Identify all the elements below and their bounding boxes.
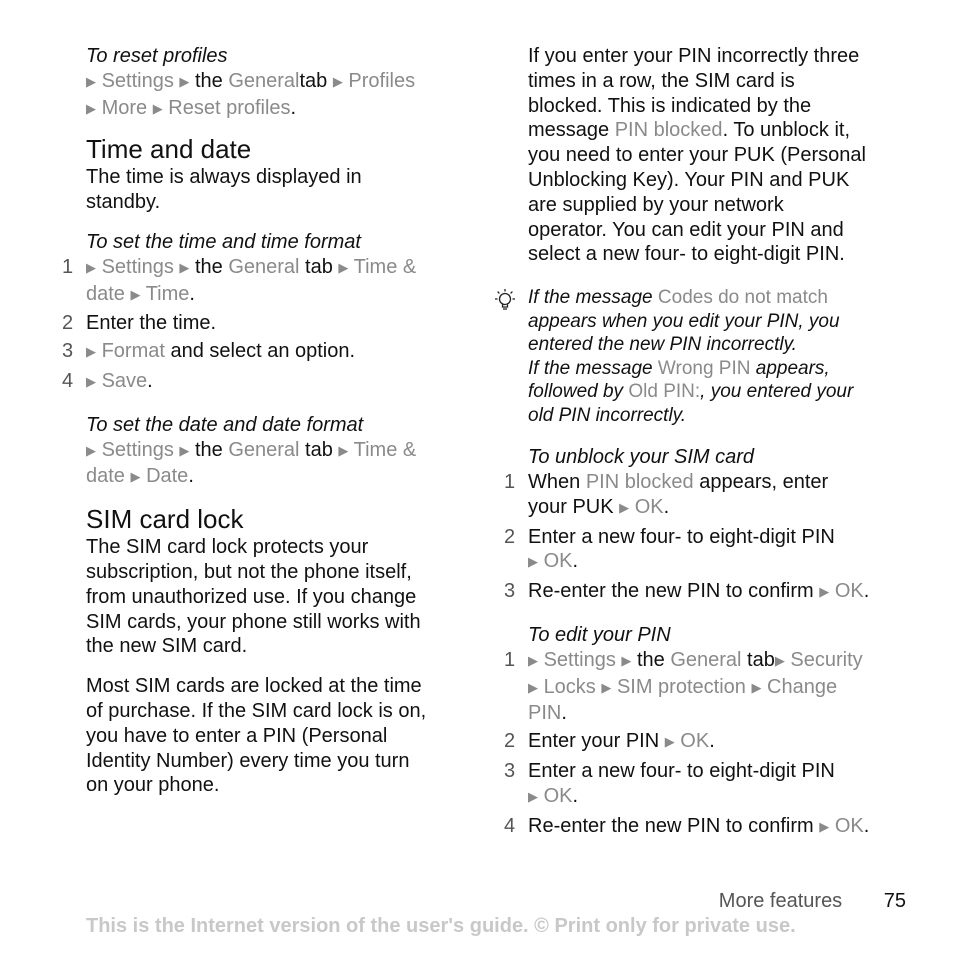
- sim-paragraph-2: Most SIM cards are locked at the time of purchase. If the SIM card lock is on, you have to enter a PIN (Personal Identity Number) every time you turn on your phone.: [86, 675, 427, 797]
- unblock-step-3: 3 Re-enter the new PIN to confirm ▶ OK.: [504, 580, 870, 603]
- arrow-icon: ▶: [179, 442, 190, 458]
- time-and-date-intro: The time is always displayed in standby.: [86, 166, 362, 214]
- arrow-icon: ▶: [619, 499, 630, 515]
- arrow-icon: ▶: [819, 818, 830, 834]
- edit-pin-step-4: 4 Re-enter the new PIN to confirm ▶ OK.: [504, 814, 870, 837]
- arrow-icon: ▶: [332, 73, 343, 89]
- arrow-icon: ▶: [86, 73, 96, 89]
- set-time-title: To set the time and time format: [86, 230, 361, 253]
- unblock-step-2: 2 Enter a new four- to eight-digit PIN ▶ OK.: [504, 525, 835, 573]
- left-column: [62, 44, 466, 798]
- arrow-icon: ▶: [528, 652, 538, 668]
- right-column: [504, 44, 910, 840]
- arrow-icon: ▶: [86, 373, 96, 389]
- set-date-steps: ▶ Settings ▶ the General tab ▶ Time & date ▶ Date.: [86, 438, 417, 488]
- arrow-icon: ▶: [86, 344, 96, 360]
- arrow-icon: ▶: [528, 679, 538, 695]
- arrow-icon: ▶: [152, 100, 163, 116]
- internet-version-note: This is the Internet version of the user's guide. © Print only for private use.: [86, 915, 796, 937]
- reset-profiles-steps: ▶ Settings ▶ the Generaltab ▶ Profiles ▶ More ▶ Reset profiles.: [86, 69, 416, 119]
- section-heading-time-and-date: Time and date: [86, 134, 252, 165]
- tip-note: If the message Codes do not match appears when you edit your PIN, you entered the new PIN incorrectly. If the message Wrong PIN appears, followed by Old PIN:, you entered your old PIN incorrectly.: [528, 286, 910, 427]
- set-time-step-2: 2 Enter the time.: [62, 312, 217, 335]
- arrow-icon: ▶: [338, 442, 349, 458]
- page-number: 75: [883, 890, 906, 912]
- arrow-icon: ▶: [86, 259, 96, 275]
- footer-section-name: More features: [718, 890, 843, 912]
- arrow-icon: ▶: [528, 554, 538, 570]
- arrow-icon: ▶: [130, 469, 141, 485]
- arrow-icon: ▶: [179, 73, 190, 89]
- arrow-icon: ▶: [179, 259, 190, 275]
- set-time-step-3: 3 ▶ Format and select an option.: [62, 340, 356, 363]
- arrow-icon: ▶: [338, 259, 349, 275]
- edit-pin-step-2: 2 Enter your PIN ▶ OK.: [504, 730, 715, 753]
- section-heading-sim-card-lock: SIM card lock: [86, 504, 244, 535]
- arrow-icon: ▶: [664, 734, 675, 750]
- reset-profiles-title: To reset profiles: [86, 45, 228, 67]
- set-time-step-4: 4 ▶ Save.: [62, 369, 153, 392]
- arrow-icon: ▶: [621, 652, 632, 668]
- arrow-icon: ▶: [528, 788, 538, 804]
- sim-paragraph-1: The SIM card lock protects your subscription, but not the phone itself, from unauthorized use. If you change SIM cards, your phone still works with the new SIM card.: [86, 536, 421, 658]
- arrow-icon: ▶: [601, 679, 612, 695]
- edit-pin-step-1: 1 ▶ Settings ▶ the General tab▶ Security ▶ Locks ▶ SIM protection ▶ Change PIN.: [504, 648, 863, 725]
- page-footer: [719, 889, 906, 914]
- edit-pin-step-3: 3 Enter a new four- to eight-digit PIN ▶ OK.: [504, 759, 835, 807]
- edit-pin-title: To edit your PIN: [528, 623, 671, 646]
- arrow-icon: ▶: [86, 442, 96, 458]
- arrow-icon: ▶: [774, 652, 785, 668]
- lightbulb-icon: [492, 288, 518, 314]
- set-date-title: To set the date and date format: [86, 413, 364, 436]
- arrow-icon: ▶: [130, 286, 141, 302]
- arrow-icon: ▶: [819, 584, 830, 600]
- arrow-icon: ▶: [86, 100, 96, 116]
- unblock-sim-title: To unblock your SIM card: [528, 446, 755, 469]
- pin-info-paragraph: If you enter your PIN incorrectly three times in a row, the SIM card is blocked. This is indicated by the message PIN blocked. To unblock it, you need to enter your PUK (Personal Unblocking Key). Your PIN and PUK are supplied by your network operator. You can edit your PIN and select a new four- to eight-digit PIN.: [528, 45, 866, 266]
- unblock-step-1: 1 When PIN blocked appears, enter your PUK ▶ OK.: [504, 470, 829, 518]
- arrow-icon: ▶: [751, 679, 762, 695]
- set-time-step-1: 1 ▶ Settings ▶ the General tab ▶ Time & date ▶ Time.: [62, 255, 417, 305]
